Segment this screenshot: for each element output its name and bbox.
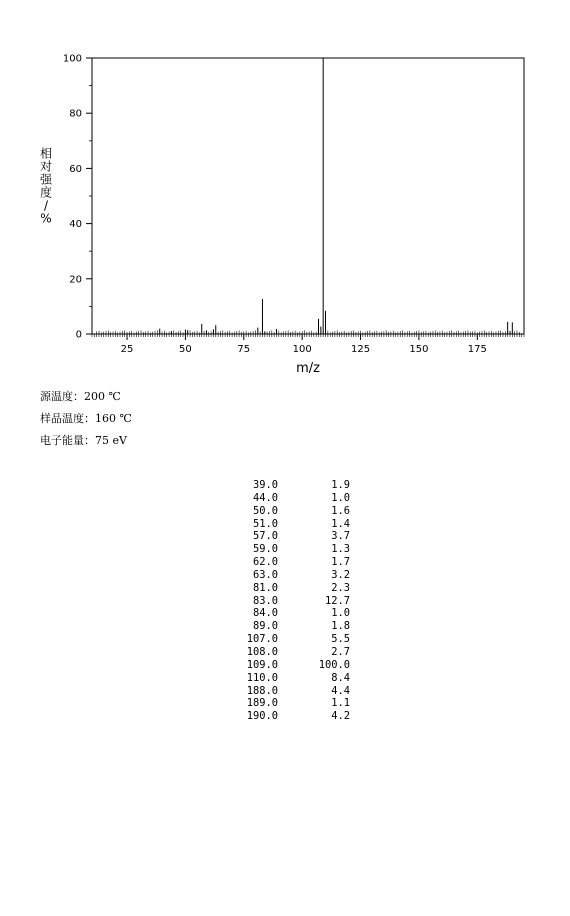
mz-cell: 109.0: [246, 658, 278, 671]
table-row: [222, 672, 350, 685]
table-row: [222, 505, 350, 518]
table-row: [222, 492, 350, 505]
acquisition-conditions: [40, 386, 132, 452]
table-row: [222, 556, 350, 569]
y-tick-label: 100: [62, 53, 82, 65]
peak-bars: [160, 58, 513, 334]
electron-energy: 电子能量：75 eV: [40, 434, 127, 447]
y-axis-label-char: %: [40, 211, 52, 226]
mz-cell: 84.0: [252, 607, 278, 620]
x-tick-label: 175: [467, 344, 487, 355]
table-row: [222, 685, 350, 698]
table-row: [222, 518, 350, 531]
abundance-cell: 8.4: [331, 671, 350, 684]
table-row: [222, 595, 350, 608]
abundance-cell: 2.7: [331, 645, 350, 658]
abundance-cell: 1.8: [331, 620, 350, 633]
abundance-cell: 3.2: [331, 568, 350, 581]
table-row: [222, 620, 350, 633]
y-axis-ticks: [63, 54, 92, 341]
x-tick-label: 50: [179, 344, 192, 355]
table-row: [222, 659, 350, 672]
plot-frame: [92, 58, 524, 334]
table-row: [222, 710, 350, 723]
abundance-cell: 1.4: [331, 517, 350, 530]
mz-cell: 62.0: [252, 556, 278, 569]
y-tick-label: 60: [69, 163, 82, 175]
abundance-cell: 1.6: [331, 504, 350, 517]
mz-cell: 188.0: [246, 684, 278, 697]
table-row: [222, 697, 350, 710]
table-row: [222, 582, 350, 595]
source-temperature: 源温度：200 ℃: [40, 390, 121, 403]
y-axis-label-char: 相: [39, 146, 53, 161]
x-tick-label: 150: [409, 344, 429, 355]
table-row: [222, 543, 350, 556]
x-axis-ticks: [121, 334, 487, 355]
abundance-cell: 2.3: [331, 581, 350, 594]
mz-cell: 189.0: [246, 697, 278, 710]
mz-cell: 39.0: [252, 479, 278, 491]
x-axis-label: m/z: [296, 361, 320, 376]
y-axis-label: [40, 146, 53, 226]
mz-cell: 107.0: [246, 633, 278, 646]
mz-cell: 89.0: [252, 620, 278, 633]
abundance-cell: 1.7: [331, 556, 350, 569]
x-tick-label: 125: [350, 344, 371, 355]
abundance-cell: 1.3: [331, 543, 350, 556]
mz-cell: 51.0: [252, 517, 278, 530]
mz-cell: 108.0: [246, 645, 278, 658]
mz-cell: 81.0: [252, 581, 278, 594]
y-tick-label: 80: [69, 108, 82, 120]
abundance-cell: 5.5: [331, 633, 350, 646]
y-axis-label-char: 强: [39, 172, 53, 187]
abundance-cell: 4.2: [331, 710, 350, 723]
mz-cell: 190.0: [246, 710, 278, 723]
x-tick-label: 25: [120, 344, 134, 355]
mz-cell: 110.0: [246, 671, 278, 684]
x-tick-label: 75: [237, 344, 251, 355]
y-axis-label-char: /: [43, 198, 49, 213]
mass-spectrum-chart: [0, 0, 570, 380]
mz-cell: 44.0: [252, 491, 278, 504]
peak-list-table: [222, 479, 350, 723]
abundance-cell: 4.4: [331, 684, 350, 697]
mz-cell: 50.0: [252, 504, 278, 517]
table-row: [222, 530, 350, 543]
abundance-cell: 12.7: [324, 594, 350, 607]
mz-cell: 57.0: [252, 530, 278, 543]
table-row: [222, 646, 350, 659]
x-tick-label: 100: [292, 344, 312, 355]
abundance-cell: 3.7: [331, 530, 350, 543]
y-axis-label-char: 对: [39, 159, 53, 174]
y-axis-label-char: 度: [39, 185, 53, 200]
y-tick-label: 0: [75, 329, 82, 341]
table-row: [222, 607, 350, 620]
sample-temperature: 样品温度：160 ℃: [40, 412, 132, 425]
abundance-cell: 100.0: [318, 658, 350, 671]
abundance-cell: 1.1: [331, 697, 350, 710]
abundance-cell: 1.0: [331, 491, 350, 504]
table-row: [222, 479, 350, 492]
table-row: [222, 569, 350, 582]
abundance-cell: 1.9: [331, 479, 350, 491]
mz-cell: 59.0: [252, 543, 278, 556]
y-tick-label: 40: [69, 219, 82, 231]
mz-cell: 63.0: [252, 568, 278, 581]
abundance-cell: 1.0: [331, 607, 350, 620]
mz-cell: 83.0: [252, 594, 278, 607]
table-row: [222, 633, 350, 646]
peak-list-body: [222, 479, 350, 723]
y-tick-label: 20: [69, 274, 82, 286]
